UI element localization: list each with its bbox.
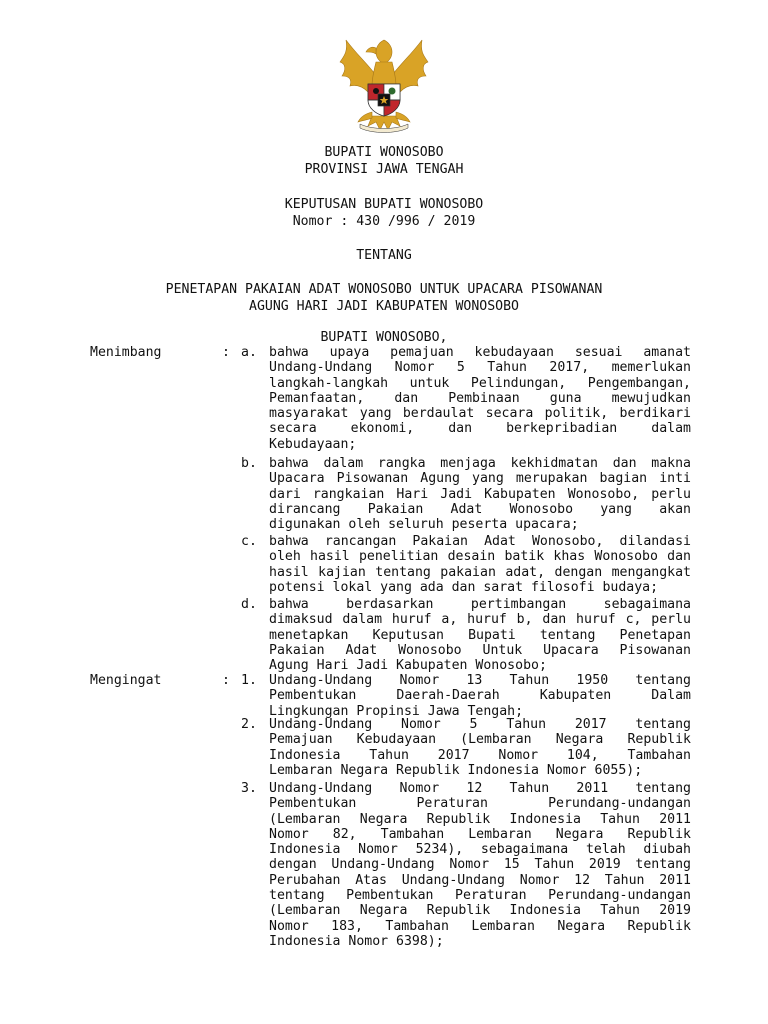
text-line: Pembentukan Daerah-Daerah Kabupaten Dalam	[269, 688, 691, 704]
text-line: Pembentukan Peraturan Perundang-undangan	[269, 796, 691, 812]
text-line: masyarakat yang berdaulat secara politik, berdikari	[269, 406, 691, 422]
text-line: Agung Hari Jadi Kabupaten Wonosobo;	[269, 658, 547, 674]
text-line: Pemajuan Kebudayaan (Lembaran Negara Republik	[269, 732, 691, 748]
text-line: Lingkungan Propinsi Jawa Tengah;	[269, 703, 524, 719]
decree-number: Nomor : 430 /996 / 2019	[292, 214, 476, 229]
text-line: Undang-Undang Nomor 5 Tahun 2017, memerlukan	[269, 360, 691, 376]
menimbang-label: Menimbang	[90, 345, 162, 360]
text-line: Lembaran Negara Republik Indonesia Nomor 6055);	[269, 762, 643, 778]
subject-line-1: PENETAPAN PAKAIAN ADAT WONOSOBO UNTUK UPACARA PISOWANAN	[165, 282, 603, 297]
text-line: dimaksud dalam huruf a, huruf b, dan huruf c, perlu	[269, 612, 691, 628]
item-text	[269, 534, 691, 595]
text-line: Upacara Pisowanan Agung yang merupakan bagian inti	[269, 471, 691, 487]
text-line: oleh hasil penelitian desain batik khas Wonosobo dan	[269, 549, 691, 565]
text-line: potensi lokal yang ada dan sarat filosofi budaya;	[269, 579, 659, 595]
text-line: secara ekonomi, dan berkepribadian dalam	[269, 421, 691, 437]
issuer-heading: BUPATI WONOSOBO,	[320, 330, 448, 345]
text-line: Perubahan Atas Undang-Undang Nomor 12 Tahun 2011	[269, 872, 691, 888]
item-text	[269, 597, 691, 673]
text-line: bahwa dalam rangka menjaga kekhidmatan dan makna	[269, 456, 691, 471]
item-marker: d.	[241, 597, 257, 612]
garuda-emblem-icon	[338, 34, 430, 134]
text-line: langkah-langkah untuk Pelindungan, Pengembangan,	[269, 375, 691, 391]
text-line: dari rangkaian Hari Jadi Kabupaten Wonosobo, perlu	[269, 486, 691, 502]
text-line: bahwa berdasarkan pertimbangan sebagaimana	[269, 597, 691, 612]
text-line: Nomor 82, Tambahan Lembaran Negara Republik	[269, 826, 691, 842]
text-line: Indonesia Nomor 5234), sebagaimana telah diubah	[269, 842, 691, 858]
item-text	[269, 673, 691, 719]
text-line: menetapkan Keputusan Bupati tentang Penetapan	[269, 627, 691, 643]
text-line: tentang Pembentukan Peraturan Perundang-undangan	[269, 888, 691, 904]
text-line: bahwa rancangan Pakaian Adat Wonosobo, dilandasi	[269, 534, 691, 549]
item-marker: a.	[241, 345, 257, 360]
mengingat-colon: :	[222, 673, 230, 688]
item-marker: b.	[241, 456, 257, 471]
text-line: digunakan oleh seluruh peserta upacara;	[269, 517, 579, 533]
text-line: Indonesia Nomor 6398);	[269, 933, 444, 949]
item-marker: c.	[241, 534, 257, 549]
item-marker: 3.	[241, 781, 257, 796]
item-marker: 1.	[241, 673, 257, 688]
text-line: bahwa upaya pemajuan kebudayaan sesuai amanat	[269, 345, 691, 360]
text-line: Nomor 183, Tambahan Lembaran Negara Republik	[269, 918, 691, 934]
item-text	[269, 717, 691, 778]
text-line: hasil kajian tentang pakaian adat, dengan mengangkat	[269, 564, 691, 580]
mengingat-label: Mengingat	[90, 673, 162, 688]
decree-title: KEPUTUSAN BUPATI WONOSOBO	[284, 197, 484, 212]
text-line: dirancang Pakaian Adat Wonosobo yang akan	[269, 501, 691, 517]
item-text	[269, 781, 691, 949]
text-line: Kebudayaan;	[269, 436, 357, 452]
text-line: Undang-Undang Nomor 5 Tahun 2017 tentang	[269, 717, 691, 732]
province-title: PROVINSI JAWA TENGAH	[304, 162, 464, 177]
item-text	[269, 456, 691, 532]
text-line: Pakaian Adat Wonosobo Untuk Upacara Pisowanan	[269, 642, 691, 658]
text-line: dengan Undang-Undang Nomor 15 Tahun 2019 tentang	[269, 857, 691, 873]
text-line: (Lembaran Negara Republik Indonesia Tahun 2019	[269, 903, 691, 919]
text-line: Pemanfaatan, dan Pembinaan guna mewujudkan	[269, 390, 691, 406]
text-line: Undang-Undang Nomor 13 Tahun 1950 tentang	[269, 673, 691, 688]
regent-title: BUPATI WONOSOBO	[324, 145, 444, 160]
item-text	[269, 345, 691, 452]
menimbang-colon: :	[222, 345, 230, 360]
text-line: Undang-Undang Nomor 12 Tahun 2011 tentang	[269, 781, 691, 796]
text-line: Indonesia Tahun 2017 Nomor 104, Tambahan	[269, 747, 691, 763]
subject-line-2: AGUNG HARI JADI KABUPATEN WONOSOBO	[249, 299, 519, 314]
about-heading: TENTANG	[356, 248, 412, 263]
text-line: (Lembaran Negara Republik Indonesia Tahun 2011	[269, 811, 691, 827]
item-marker: 2.	[241, 717, 257, 732]
